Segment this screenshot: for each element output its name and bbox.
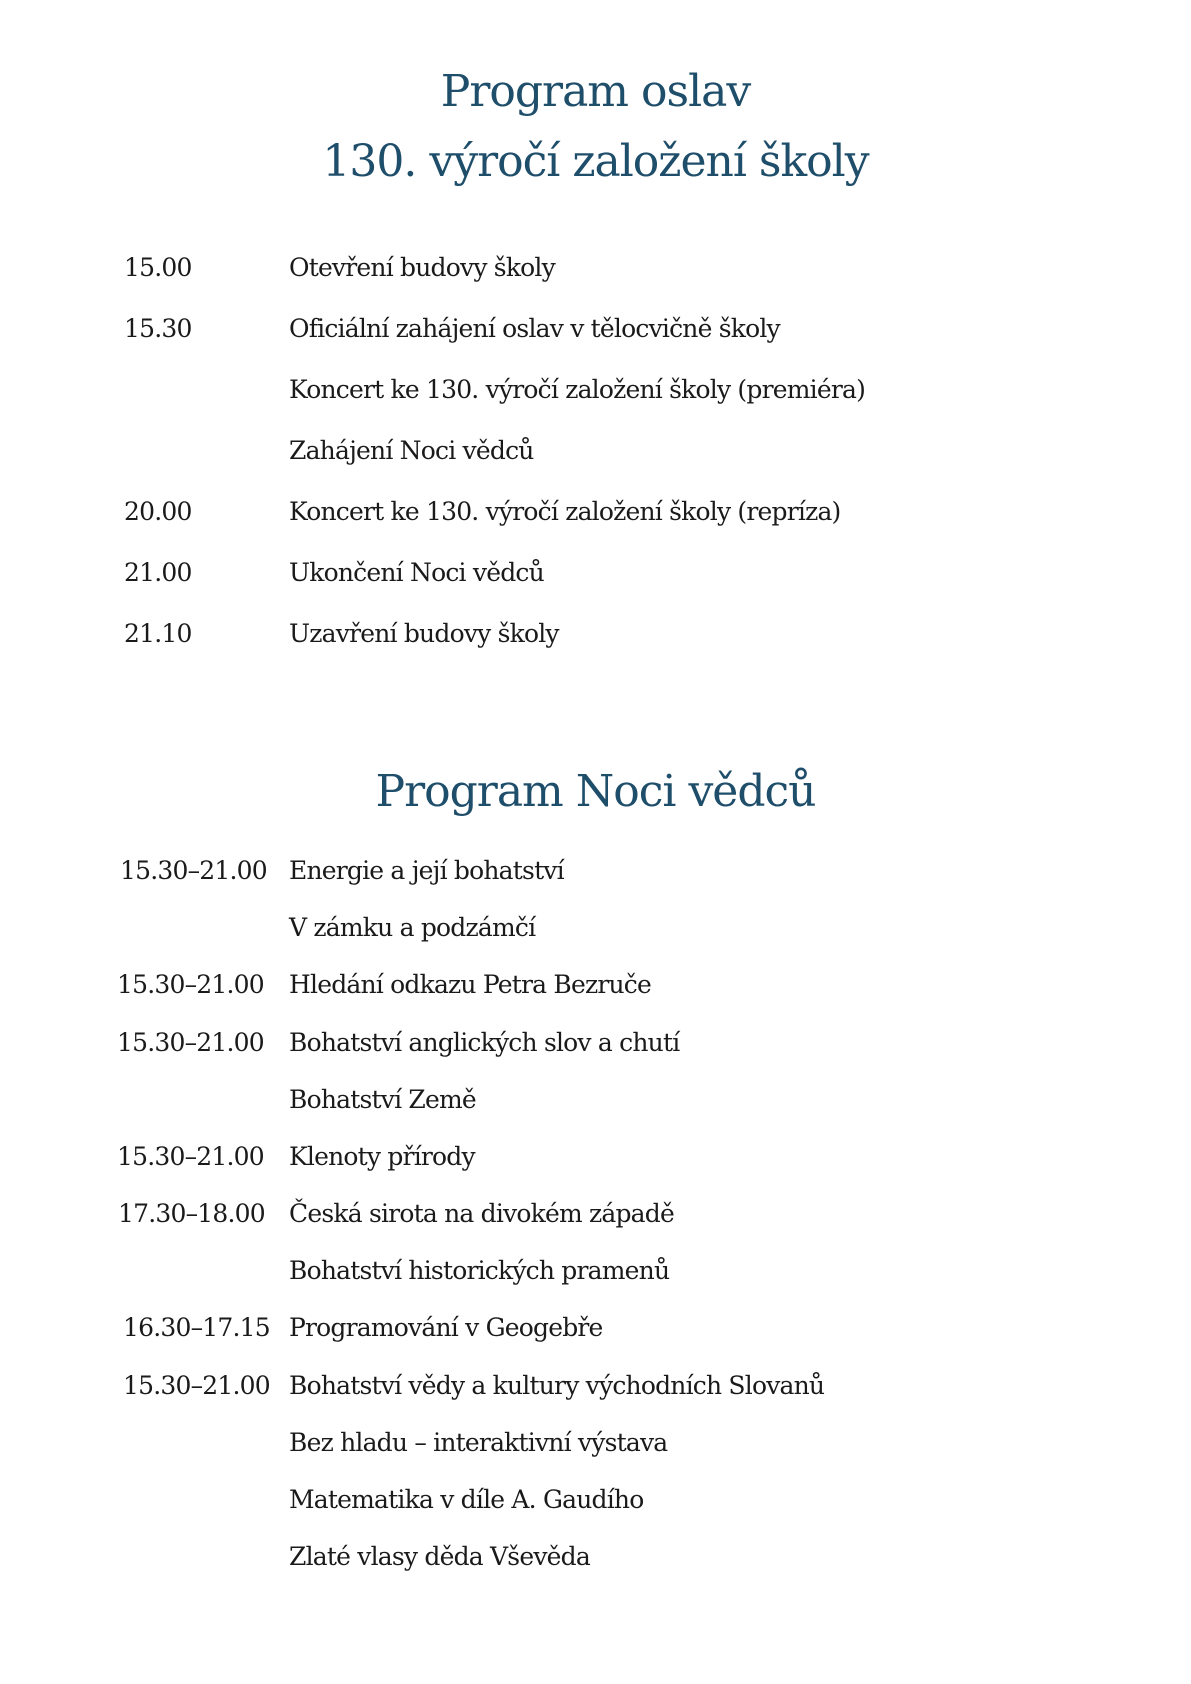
schedule-row — [0, 908, 1191, 948]
schedule-row — [0, 553, 1191, 593]
schedule-time: 15.30 — [124, 314, 192, 343]
schedule-row — [0, 1251, 1191, 1291]
schedule-time: 16.30–17.15 — [123, 1313, 270, 1342]
schedule-event: Energie a její bohatství — [289, 856, 564, 885]
schedule-row — [0, 492, 1191, 532]
schedule-row — [0, 851, 1191, 891]
schedule-event: Oficiální zahájení oslav v tělocvičně školy — [289, 314, 780, 343]
schedule-time: 15.30–21.00 — [117, 970, 264, 999]
schedule-row — [0, 1194, 1191, 1234]
schedule-event: Bohatství vědy a kultury východních Slovanů — [289, 1371, 825, 1400]
schedule-row — [0, 309, 1191, 349]
science-night-title: Program Noci vědců — [375, 766, 816, 817]
schedule-time: 15.00 — [124, 253, 192, 282]
schedule-row — [0, 431, 1191, 471]
schedule-event: Bohatství anglických slov a chutí — [289, 1028, 680, 1057]
schedule-time: 20.00 — [124, 497, 192, 526]
schedule-time: 21.10 — [124, 619, 192, 648]
schedule-row — [0, 1366, 1191, 1406]
schedule-row — [0, 614, 1191, 654]
schedule-event: V zámku a podzámčí — [289, 913, 536, 942]
celebration-title: Program oslav — [440, 66, 751, 117]
schedule-event: Bohatství historických pramenů — [289, 1256, 670, 1285]
schedule-row — [0, 1023, 1191, 1063]
schedule-row — [0, 1480, 1191, 1520]
schedule-time: 21.00 — [124, 558, 192, 587]
schedule-event: Matematika v díle A. Gaudího — [289, 1485, 644, 1514]
schedule-event: Otevření budovy školy — [289, 253, 555, 282]
celebration-subtitle: 130. výročí založení školy — [322, 136, 869, 187]
schedule-time: 15.30–21.00 — [117, 1142, 264, 1171]
schedule-event: Ukončení Noci vědců — [289, 558, 544, 587]
schedule-event: Programování v Geogebře — [289, 1313, 603, 1342]
schedule-event: Koncert ke 130. výročí založení školy (repríza) — [289, 497, 841, 526]
schedule-event: Bohatství Země — [289, 1085, 476, 1114]
schedule-event: Hledání odkazu Petra Bezruče — [289, 970, 651, 999]
schedule-row — [0, 1137, 1191, 1177]
schedule-row — [0, 965, 1191, 1005]
schedule-row — [0, 248, 1191, 288]
schedule-row — [0, 1423, 1191, 1463]
schedule-event: Klenoty přírody — [289, 1142, 475, 1171]
schedule-time: 15.30–21.00 — [120, 856, 267, 885]
schedule-time: 17.30–18.00 — [118, 1199, 265, 1228]
schedule-event: Česká sirota na divokém západě — [289, 1199, 674, 1228]
schedule-event: Koncert ke 130. výročí založení školy (premiéra) — [289, 375, 866, 404]
schedule-time: 15.30–21.00 — [117, 1028, 264, 1057]
schedule-event: Bez hladu – interaktivní výstava — [289, 1428, 668, 1457]
schedule-row — [0, 370, 1191, 410]
schedule-event: Uzavření budovy školy — [289, 619, 559, 648]
schedule-row — [0, 1537, 1191, 1577]
schedule-event: Zlaté vlasy děda Vševěda — [289, 1542, 590, 1571]
schedule-row — [0, 1080, 1191, 1120]
schedule-time: 15.30–21.00 — [123, 1371, 270, 1400]
schedule-row — [0, 1308, 1191, 1348]
schedule-event: Zahájení Noci vědců — [289, 436, 534, 465]
